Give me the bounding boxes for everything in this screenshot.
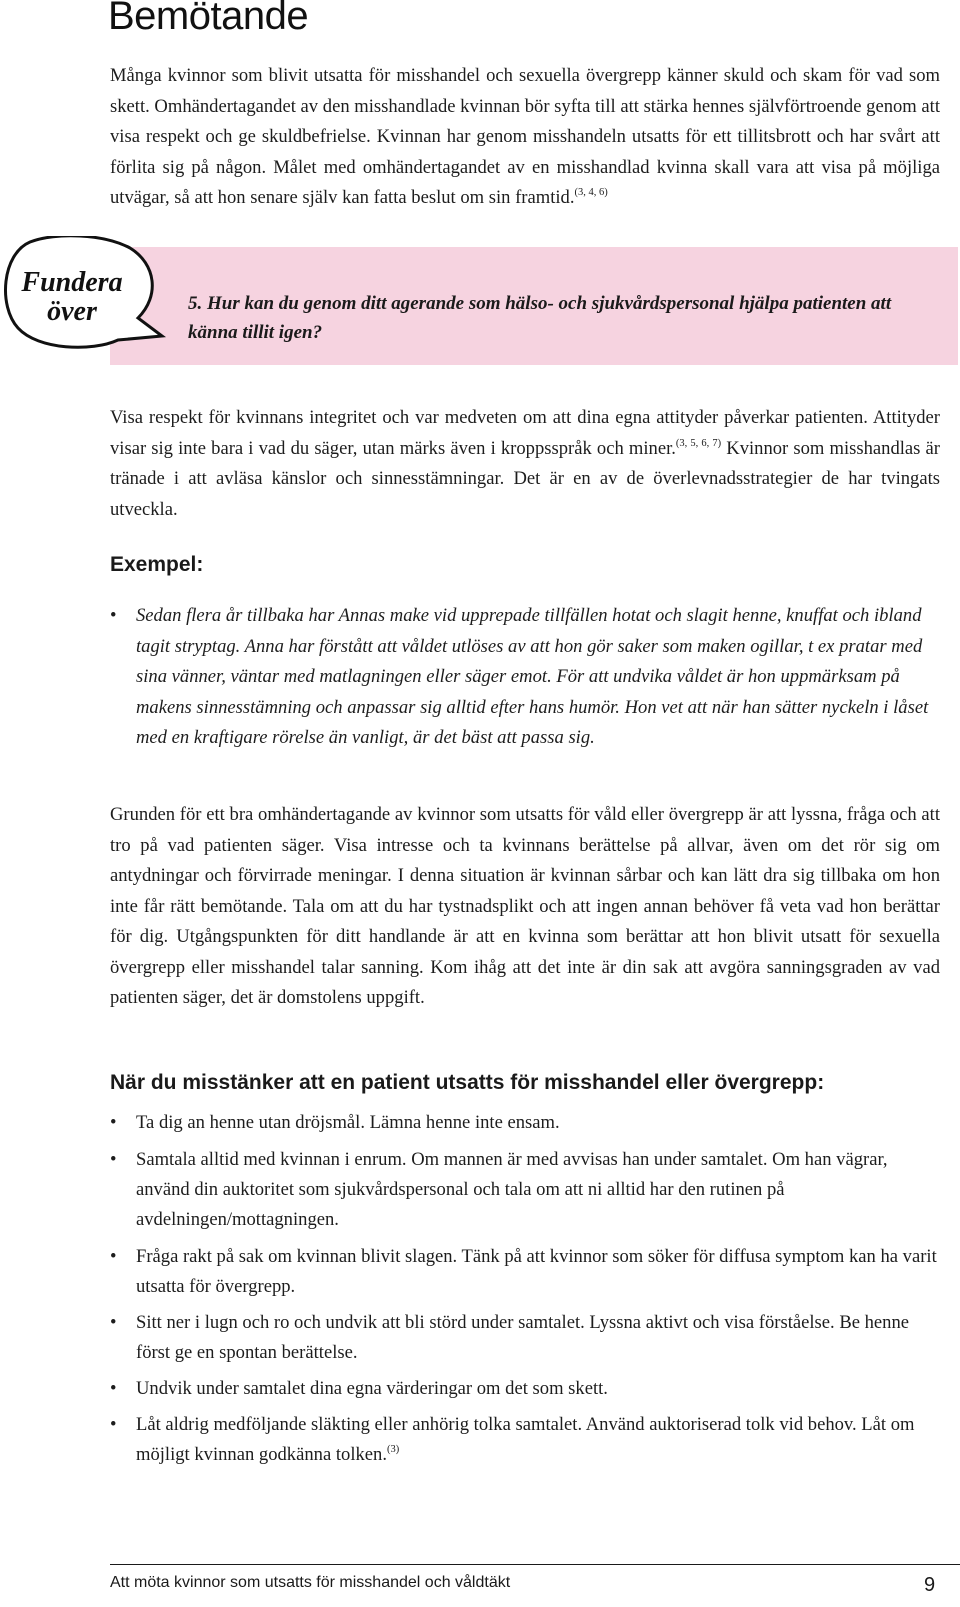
intro-reference: (3, 4, 6) bbox=[574, 187, 608, 198]
basis-paragraph: Grunden för ett bra omhändertagande av kvinnor som utsatts för våld eller övergrepp är att lyssna, fråga och att tro på vad patienten säger. Visa intresse och ta kvinnans berättelse på allvar, även om det rör sig om antydningar och förvirrade meningar. I denna situation är kvinnan sårbar och kan lätt dra sig tillbaka om hon inte får rätt bemötande. Tala om att du har tystnadsplikt och att ingen annan behöver få veta vad hon berättar för dig. Utgångspunkten för ditt handlande är att en kvinna som berättar att hon blivit utsatt för sexuella övergrepp eller misshandel talar sanning. Kom ihåg att det inte är din sak att avgöra sanningsgraden av vad patienten säger, det är domstolens uppgift. bbox=[110, 804, 940, 1008]
list-item-reference: (3) bbox=[386, 1444, 400, 1455]
example-heading: Exempel: bbox=[110, 553, 204, 576]
list-item-text bbox=[136, 1410, 940, 1470]
respect-text-2: Kvinnor som misshandlas är tränade i att avläsa känslor och sinnesstämningar. Det är en av de överlevnadsstrategier de har tvingats utveckla. bbox=[110, 437, 941, 520]
respect-text-1: Visa respekt för kvinnans integritet och var medveten om att dina egna attityder påverkar patienten. Attityder visar sig inte bara i vad du säger, utan märks även i kroppsspråk och miner. bbox=[110, 407, 940, 459]
page-title: Bemötande bbox=[108, 0, 309, 38]
list-item bbox=[110, 1374, 940, 1404]
list-item-text: Undvik under samtalet dina egna värderingar om det som skett. bbox=[136, 1378, 608, 1399]
page-number: 9 bbox=[924, 1574, 936, 1596]
example-text: Sedan flera år tillbaka har Annas make vid upprepade tillfällen hotat och slagit henne, knuffat och ibland tagit stryptag. Anna har förstått att våldet utlöses av att hon gör saker som maken ogillar, t ex pratar med sina vänner, väntar med matlagningen eller säger emot. För att undvika våldet är hon uppmärksam på makens sinnesstämning och anpassar sig alltid efter hans humör. Hon vet att när han sätter nyckeln i låset med en kraftigare rörelse än vanligt, är det bäst att passa sig. bbox=[136, 605, 929, 748]
intro-text: Många kvinnor som blivit utsatta för misshandel och sexuella övergrepp känner skuld och skam för vad som skett. Omhändertagandet av den misshandlade kvinnan bör syfta till att stärka hennes självförtroende genom att visa respekt och ge skuldbefrielse. Kvinnan har genom misshandeln utsatts för ett tillitsbrott och har svårt att förlita sig på någon. Målet med omhändertagandet av en misshandlad kvinna skall vara att visa på möjliga utvägar, så att hon senare själv kan fatta beslut om sin framtid. bbox=[110, 65, 940, 208]
footer-title: Att möta kvinnor som utsatts för misshandel och våldtäkt bbox=[110, 1574, 511, 1591]
respect-paragraph bbox=[110, 403, 940, 525]
list-item bbox=[110, 1410, 940, 1470]
intro-paragraph bbox=[110, 61, 940, 214]
example-item bbox=[110, 601, 940, 754]
bullet-icon: • bbox=[110, 1378, 117, 1399]
list-item bbox=[110, 1242, 940, 1302]
list-item-text: Ta dig an henne utan dröjsmål. Lämna henne inte ensam. bbox=[136, 1112, 560, 1133]
bubble-line-1: Fundera bbox=[21, 267, 123, 298]
footer-divider bbox=[110, 1564, 960, 1565]
list-item-text: Fråga rakt på sak om kvinnan blivit slagen. Tänk på att kvinnor som söker för diffusa symptom kan ha varit utsatta för övergrepp. bbox=[136, 1246, 937, 1297]
list-item bbox=[110, 1145, 940, 1235]
list-item-text: Samtala alltid med kvinnan i enrum. Om mannen är med avvisas han under samtalet. Om han vägrar, använd din auktoritet som sjukvårdspersonal och tala om att ni alltid har den rutinen på avdelningen/mottagningen. bbox=[136, 1149, 888, 1230]
list-item-text: Sitt ner i lugn och ro och undvik att bli störd under samtalet. Lyssna aktivt och visa förståelse. Be henne först ge en spontan berättelse. bbox=[136, 1312, 910, 1363]
list-item bbox=[110, 1108, 940, 1138]
bullet-icon: • bbox=[110, 1312, 117, 1333]
list-item-text-body: Låt aldrig medföljande släkting eller anhörig tolka samtalet. Använd auktoriserad tolk vid behov. Låt om möjligt kvinnan godkänna tolken. bbox=[136, 1414, 915, 1465]
respect-reference: (3, 5, 6, 7) bbox=[675, 437, 722, 449]
bullet-icon: • bbox=[110, 1246, 117, 1267]
bullet-icon: • bbox=[110, 1414, 117, 1435]
bullet-icon: • bbox=[110, 605, 117, 626]
bullet-icon: • bbox=[110, 1149, 117, 1170]
bubble-label bbox=[16, 268, 128, 326]
suspect-heading: När du misstänker att en patient utsatts för misshandel eller övergrepp: bbox=[110, 1071, 825, 1094]
reflection-question: 5. Hur kan du genom ditt agerande som hälso- och sjukvårdspersonal hjälpa patienten att känna tillit igen? bbox=[188, 293, 892, 343]
bubble-line-2: över bbox=[47, 296, 97, 327]
list-item bbox=[110, 1308, 940, 1368]
bullet-icon: • bbox=[110, 1112, 117, 1133]
